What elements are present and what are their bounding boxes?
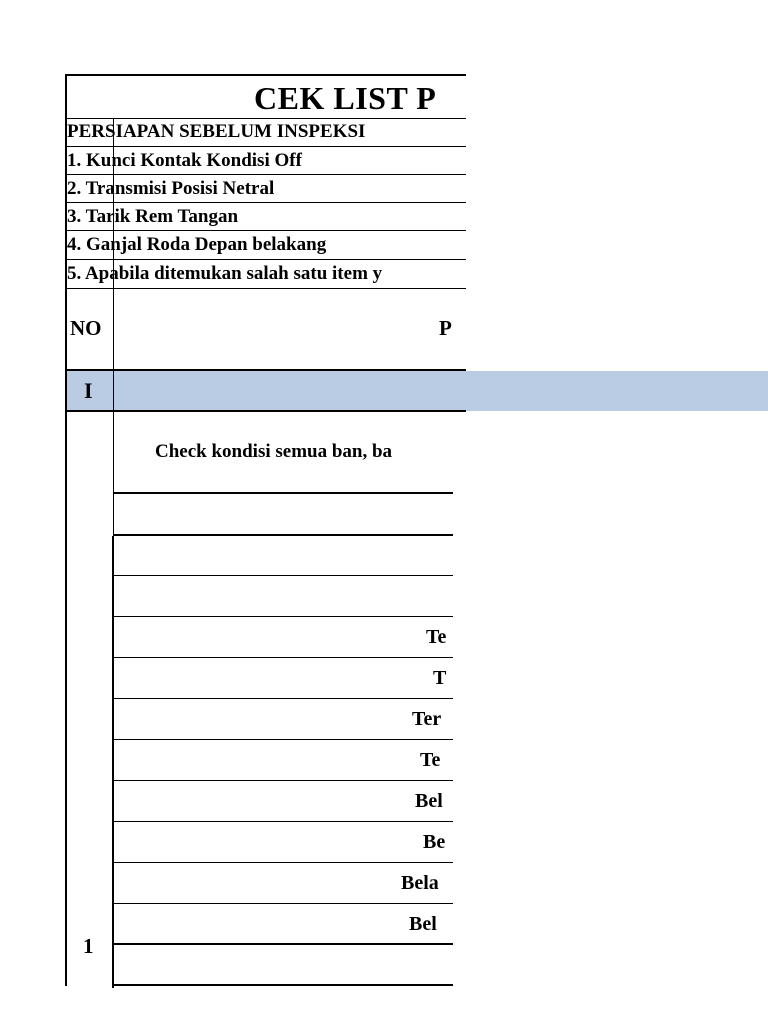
row-divider	[113, 862, 453, 863]
item-description: Check kondisi semua ban, ba	[155, 441, 393, 462]
preparation-item: 5. Apabila ditemukan salah satu item y	[67, 263, 383, 284]
preparation-item: 4. Ganjal Roda Depan belakang	[67, 234, 327, 255]
no-column-header: NO	[70, 316, 102, 340]
row-divider	[113, 657, 453, 658]
section-number: I	[84, 378, 93, 403]
row-divider	[113, 698, 453, 699]
row-divider	[113, 575, 453, 576]
row-divider	[113, 903, 453, 904]
subtable-cell: Bela	[401, 872, 439, 894]
section-bottom-border	[66, 410, 466, 412]
subtable-cell: T	[433, 667, 447, 689]
item-box-left-border	[112, 536, 114, 988]
row-divider	[113, 821, 453, 822]
subtable-cell: Bel	[409, 913, 437, 935]
subtable-cell: Be	[423, 831, 446, 853]
subtable-cell: Te	[426, 626, 447, 648]
section-top-border	[66, 369, 466, 371]
preparation-item: 1. Kunci Kontak Kondisi Off	[67, 150, 302, 171]
preparation-heading: PERSIAPAN SEBELUM INSPEKSI	[67, 121, 366, 142]
row-divider	[113, 616, 453, 617]
subtable-cell: Ter	[412, 708, 442, 730]
subtable-bottom-border	[113, 984, 453, 986]
subtable-cell: Te	[420, 749, 441, 771]
description-bottom-border	[113, 492, 453, 494]
row-divider	[113, 780, 453, 781]
top-border	[66, 74, 466, 76]
page-title: CEK LIST P	[254, 80, 437, 116]
column-header-partial: P	[439, 316, 452, 340]
preparation-item: 2. Transmisi Posisi Netral	[67, 178, 275, 199]
row-divider	[113, 739, 453, 740]
subtable-row-border	[113, 943, 453, 945]
preparation-item: 3. Tarik Rem Tangan	[67, 206, 239, 227]
subtable-top-border	[113, 534, 453, 536]
subtable-cell: Bel	[415, 790, 443, 812]
item-number: 1	[83, 934, 94, 958]
row-divider	[66, 288, 466, 289]
